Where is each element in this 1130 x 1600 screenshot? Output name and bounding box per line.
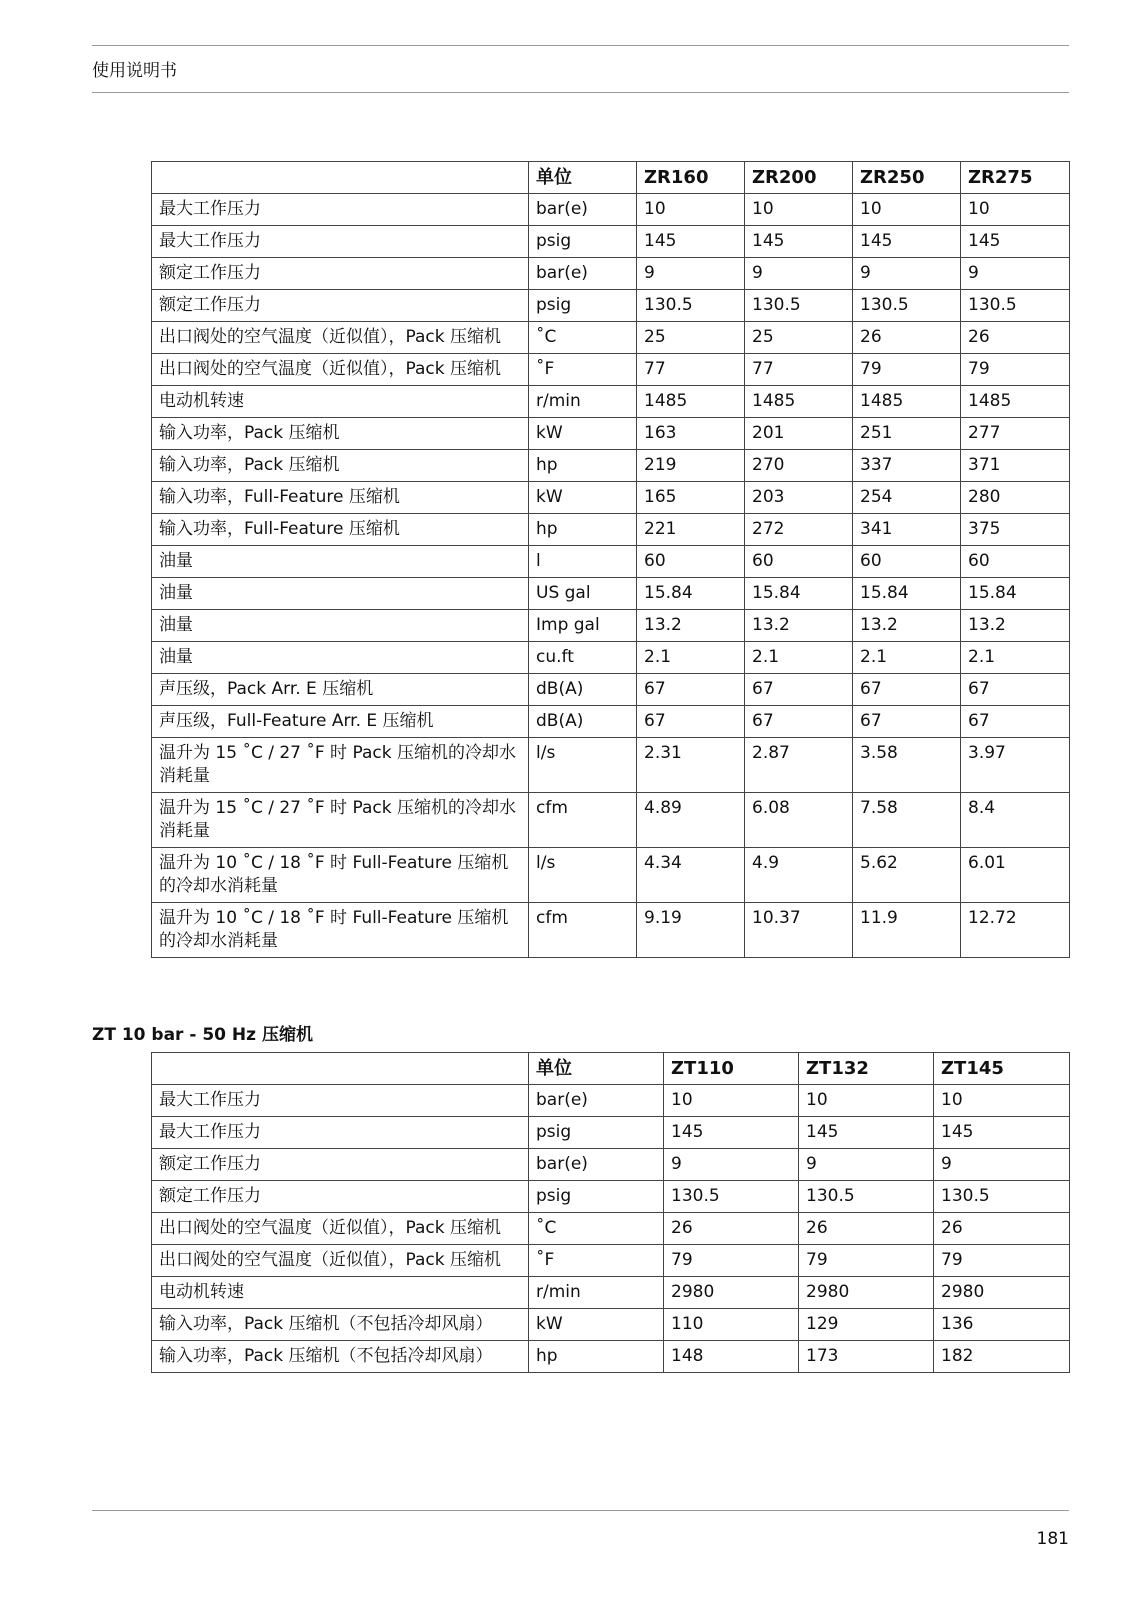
value-cell: 3.97: [961, 738, 1070, 793]
param-name-cell: 出口阀处的空气温度（近似值），Pack 压缩机: [152, 1245, 529, 1277]
value-cell: 337: [853, 450, 961, 482]
value-cell: 163: [637, 418, 745, 450]
value-cell: 8.4: [961, 793, 1070, 848]
param-name-cell: 温升为 15 ˚C / 27 ˚F 时 Pack 压缩机的冷却水消耗量: [152, 793, 529, 848]
header-rule-top: [92, 45, 1069, 46]
header-cell-model: ZR160: [637, 162, 745, 194]
value-cell: 77: [745, 354, 853, 386]
unit-cell: kW: [529, 482, 637, 514]
unit-cell: r/min: [529, 1277, 664, 1309]
table-row: [152, 546, 1070, 578]
value-cell: 13.2: [853, 610, 961, 642]
table-row: [152, 1245, 1070, 1277]
value-cell: 6.08: [745, 793, 853, 848]
param-name-cell: 出口阀处的空气温度（近似值），Pack 压缩机: [152, 354, 529, 386]
table-row: [152, 610, 1070, 642]
value-cell: 10: [853, 194, 961, 226]
footer-rule: [92, 1510, 1069, 1511]
value-cell: 270: [745, 450, 853, 482]
value-cell: 26: [664, 1213, 799, 1245]
value-cell: 15.84: [637, 578, 745, 610]
value-cell: 2.1: [637, 642, 745, 674]
value-cell: 130.5: [637, 290, 745, 322]
value-cell: 79: [961, 354, 1070, 386]
value-cell: 67: [745, 706, 853, 738]
value-cell: 12.72: [961, 903, 1070, 958]
value-cell: 182: [934, 1341, 1070, 1373]
value-cell: 9: [637, 258, 745, 290]
param-name-cell: 出口阀处的空气温度（近似值），Pack 压缩机: [152, 1213, 529, 1245]
param-name-cell: 输入功率，Pack 压缩机（不包括冷却风扇）: [152, 1341, 529, 1373]
value-cell: 145: [853, 226, 961, 258]
param-name-cell: 温升为 10 ˚C / 18 ˚F 时 Full-Feature 压缩机的冷却水消耗量: [152, 903, 529, 958]
value-cell: 251: [853, 418, 961, 450]
zr-spec-table: [151, 161, 1070, 958]
value-cell: 10: [961, 194, 1070, 226]
value-cell: 2980: [799, 1277, 934, 1309]
unit-cell: kW: [529, 418, 637, 450]
header-rule-bottom: [92, 92, 1069, 93]
table-row: [152, 354, 1070, 386]
value-cell: 15.84: [853, 578, 961, 610]
value-cell: 9: [934, 1149, 1070, 1181]
unit-cell: Imp gal: [529, 610, 637, 642]
zt-spec-table: [151, 1052, 1070, 1373]
unit-cell: hp: [529, 1341, 664, 1373]
value-cell: 9: [853, 258, 961, 290]
param-name-cell: 额定工作压力: [152, 290, 529, 322]
value-cell: 148: [664, 1341, 799, 1373]
unit-cell: hp: [529, 514, 637, 546]
value-cell: 5.62: [853, 848, 961, 903]
value-cell: 67: [853, 706, 961, 738]
unit-cell: dB(A): [529, 674, 637, 706]
value-cell: 1485: [745, 386, 853, 418]
param-name-cell: 输入功率，Full-Feature 压缩机: [152, 482, 529, 514]
value-cell: 10: [637, 194, 745, 226]
value-cell: 7.58: [853, 793, 961, 848]
value-cell: 4.9: [745, 848, 853, 903]
value-cell: 2980: [664, 1277, 799, 1309]
param-name-cell: 电动机转速: [152, 386, 529, 418]
unit-cell: l/s: [529, 848, 637, 903]
header-cell-unit: 单位: [529, 1053, 664, 1085]
value-cell: 2.31: [637, 738, 745, 793]
value-cell: 10: [799, 1085, 934, 1117]
value-cell: 2.87: [745, 738, 853, 793]
value-cell: 130.5: [934, 1181, 1070, 1213]
value-cell: 9: [961, 258, 1070, 290]
value-cell: 130.5: [745, 290, 853, 322]
value-cell: 67: [637, 706, 745, 738]
header-cell-unit: 单位: [529, 162, 637, 194]
unit-cell: r/min: [529, 386, 637, 418]
page-header-title: 使用说明书: [92, 61, 177, 81]
value-cell: 2980: [934, 1277, 1070, 1309]
value-cell: 26: [934, 1213, 1070, 1245]
value-cell: 203: [745, 482, 853, 514]
value-cell: 79: [853, 354, 961, 386]
value-cell: 3.58: [853, 738, 961, 793]
param-name-cell: 输入功率，Pack 压缩机: [152, 450, 529, 482]
value-cell: 145: [664, 1117, 799, 1149]
table-row: [152, 450, 1070, 482]
value-cell: 67: [853, 674, 961, 706]
value-cell: 67: [961, 674, 1070, 706]
table-row: [152, 418, 1070, 450]
table-row: [152, 793, 1070, 848]
value-cell: 6.01: [961, 848, 1070, 903]
value-cell: 277: [961, 418, 1070, 450]
value-cell: 341: [853, 514, 961, 546]
table-row: [152, 738, 1070, 793]
value-cell: 25: [745, 322, 853, 354]
header-cell-blank: [152, 1053, 529, 1085]
value-cell: 371: [961, 450, 1070, 482]
param-name-cell: 输入功率，Pack 压缩机（不包括冷却风扇）: [152, 1309, 529, 1341]
table-row: [152, 1181, 1070, 1213]
table-row: [152, 1341, 1070, 1373]
value-cell: 67: [637, 674, 745, 706]
value-cell: 9: [664, 1149, 799, 1181]
table-row: [152, 322, 1070, 354]
table-row: [152, 514, 1070, 546]
value-cell: 129: [799, 1309, 934, 1341]
table-row: [152, 1277, 1070, 1309]
value-cell: 60: [853, 546, 961, 578]
value-cell: 26: [853, 322, 961, 354]
table-row: [152, 674, 1070, 706]
value-cell: 67: [745, 674, 853, 706]
table-header-row: [152, 1053, 1070, 1085]
value-cell: 1485: [853, 386, 961, 418]
header-cell-model: ZR200: [745, 162, 853, 194]
value-cell: 221: [637, 514, 745, 546]
table-row: [152, 1213, 1070, 1245]
value-cell: 219: [637, 450, 745, 482]
param-name-cell: 最大工作压力: [152, 226, 529, 258]
value-cell: 79: [664, 1245, 799, 1277]
table-row: [152, 1309, 1070, 1341]
unit-cell: l: [529, 546, 637, 578]
unit-cell: kW: [529, 1309, 664, 1341]
value-cell: 10.37: [745, 903, 853, 958]
table-row: [152, 1117, 1070, 1149]
param-name-cell: 出口阀处的空气温度（近似值），Pack 压缩机: [152, 322, 529, 354]
value-cell: 25: [637, 322, 745, 354]
value-cell: 13.2: [637, 610, 745, 642]
param-name-cell: 额定工作压力: [152, 258, 529, 290]
unit-cell: dB(A): [529, 706, 637, 738]
param-name-cell: 输入功率，Full-Feature 压缩机: [152, 514, 529, 546]
table-header-row: [152, 162, 1070, 194]
value-cell: 130.5: [664, 1181, 799, 1213]
table-row: [152, 706, 1070, 738]
table-row: [152, 848, 1070, 903]
header-cell-model: ZR250: [853, 162, 961, 194]
param-name-cell: 电动机转速: [152, 1277, 529, 1309]
value-cell: 130.5: [799, 1181, 934, 1213]
value-cell: 1485: [961, 386, 1070, 418]
value-cell: 280: [961, 482, 1070, 514]
value-cell: 110: [664, 1309, 799, 1341]
header-cell-model: ZT110: [664, 1053, 799, 1085]
value-cell: 272: [745, 514, 853, 546]
unit-cell: bar(e): [529, 194, 637, 226]
unit-cell: psig: [529, 1117, 664, 1149]
value-cell: 201: [745, 418, 853, 450]
table-row: [152, 386, 1070, 418]
unit-cell: ˚C: [529, 322, 637, 354]
param-name-cell: 最大工作压力: [152, 1117, 529, 1149]
table-row: [152, 226, 1070, 258]
value-cell: 13.2: [961, 610, 1070, 642]
value-cell: 60: [637, 546, 745, 578]
value-cell: 254: [853, 482, 961, 514]
param-name-cell: 声压级，Pack Arr. E 压缩机: [152, 674, 529, 706]
param-name-cell: 额定工作压力: [152, 1149, 529, 1181]
header-cell-model: ZR275: [961, 162, 1070, 194]
unit-cell: psig: [529, 226, 637, 258]
unit-cell: ˚F: [529, 1245, 664, 1277]
value-cell: 145: [799, 1117, 934, 1149]
table-row: [152, 903, 1070, 958]
unit-cell: hp: [529, 450, 637, 482]
unit-cell: bar(e): [529, 1085, 664, 1117]
value-cell: 145: [961, 226, 1070, 258]
value-cell: 2.1: [853, 642, 961, 674]
value-cell: 13.2: [745, 610, 853, 642]
value-cell: 1485: [637, 386, 745, 418]
value-cell: 10: [934, 1085, 1070, 1117]
param-name-cell: 油量: [152, 642, 529, 674]
value-cell: 136: [934, 1309, 1070, 1341]
value-cell: 9.19: [637, 903, 745, 958]
unit-cell: US gal: [529, 578, 637, 610]
value-cell: 60: [745, 546, 853, 578]
value-cell: 2.1: [961, 642, 1070, 674]
value-cell: 11.9: [853, 903, 961, 958]
param-name-cell: 温升为 15 ˚C / 27 ˚F 时 Pack 压缩机的冷却水消耗量: [152, 738, 529, 793]
value-cell: 77: [637, 354, 745, 386]
table-row: [152, 1085, 1070, 1117]
unit-cell: psig: [529, 1181, 664, 1213]
param-name-cell: 温升为 10 ˚C / 18 ˚F 时 Full-Feature 压缩机的冷却水消耗量: [152, 848, 529, 903]
value-cell: 79: [799, 1245, 934, 1277]
unit-cell: bar(e): [529, 1149, 664, 1181]
unit-cell: psig: [529, 290, 637, 322]
table-row: [152, 258, 1070, 290]
value-cell: 375: [961, 514, 1070, 546]
param-name-cell: 最大工作压力: [152, 194, 529, 226]
table-row: [152, 482, 1070, 514]
table-row: [152, 642, 1070, 674]
value-cell: 60: [961, 546, 1070, 578]
value-cell: 26: [961, 322, 1070, 354]
table-row: [152, 578, 1070, 610]
value-cell: 165: [637, 482, 745, 514]
value-cell: 10: [664, 1085, 799, 1117]
param-name-cell: 输入功率，Pack 压缩机: [152, 418, 529, 450]
value-cell: 26: [799, 1213, 934, 1245]
value-cell: 130.5: [853, 290, 961, 322]
param-name-cell: 油量: [152, 546, 529, 578]
param-name-cell: 油量: [152, 610, 529, 642]
value-cell: 4.34: [637, 848, 745, 903]
unit-cell: bar(e): [529, 258, 637, 290]
table-row: [152, 194, 1070, 226]
param-name-cell: 油量: [152, 578, 529, 610]
unit-cell: cu.ft: [529, 642, 637, 674]
value-cell: 145: [934, 1117, 1070, 1149]
unit-cell: ˚F: [529, 354, 637, 386]
value-cell: 130.5: [961, 290, 1070, 322]
value-cell: 79: [934, 1245, 1070, 1277]
value-cell: 15.84: [961, 578, 1070, 610]
page-number: 181: [1036, 1529, 1069, 1549]
param-name-cell: 额定工作压力: [152, 1181, 529, 1213]
param-name-cell: 声压级，Full-Feature Arr. E 压缩机: [152, 706, 529, 738]
table-row: [152, 290, 1070, 322]
value-cell: 10: [745, 194, 853, 226]
unit-cell: cfm: [529, 793, 637, 848]
value-cell: 2.1: [745, 642, 853, 674]
value-cell: 9: [799, 1149, 934, 1181]
section-title: ZT 10 bar - 50 Hz 压缩机: [92, 1025, 313, 1045]
value-cell: 173: [799, 1341, 934, 1373]
value-cell: 145: [637, 226, 745, 258]
table-row: [152, 1149, 1070, 1181]
header-cell-blank: [152, 162, 529, 194]
header-cell-model: ZT145: [934, 1053, 1070, 1085]
unit-cell: l/s: [529, 738, 637, 793]
param-name-cell: 最大工作压力: [152, 1085, 529, 1117]
unit-cell: ˚C: [529, 1213, 664, 1245]
value-cell: 145: [745, 226, 853, 258]
value-cell: 4.89: [637, 793, 745, 848]
value-cell: 67: [961, 706, 1070, 738]
value-cell: 9: [745, 258, 853, 290]
value-cell: 15.84: [745, 578, 853, 610]
unit-cell: cfm: [529, 903, 637, 958]
header-cell-model: ZT132: [799, 1053, 934, 1085]
